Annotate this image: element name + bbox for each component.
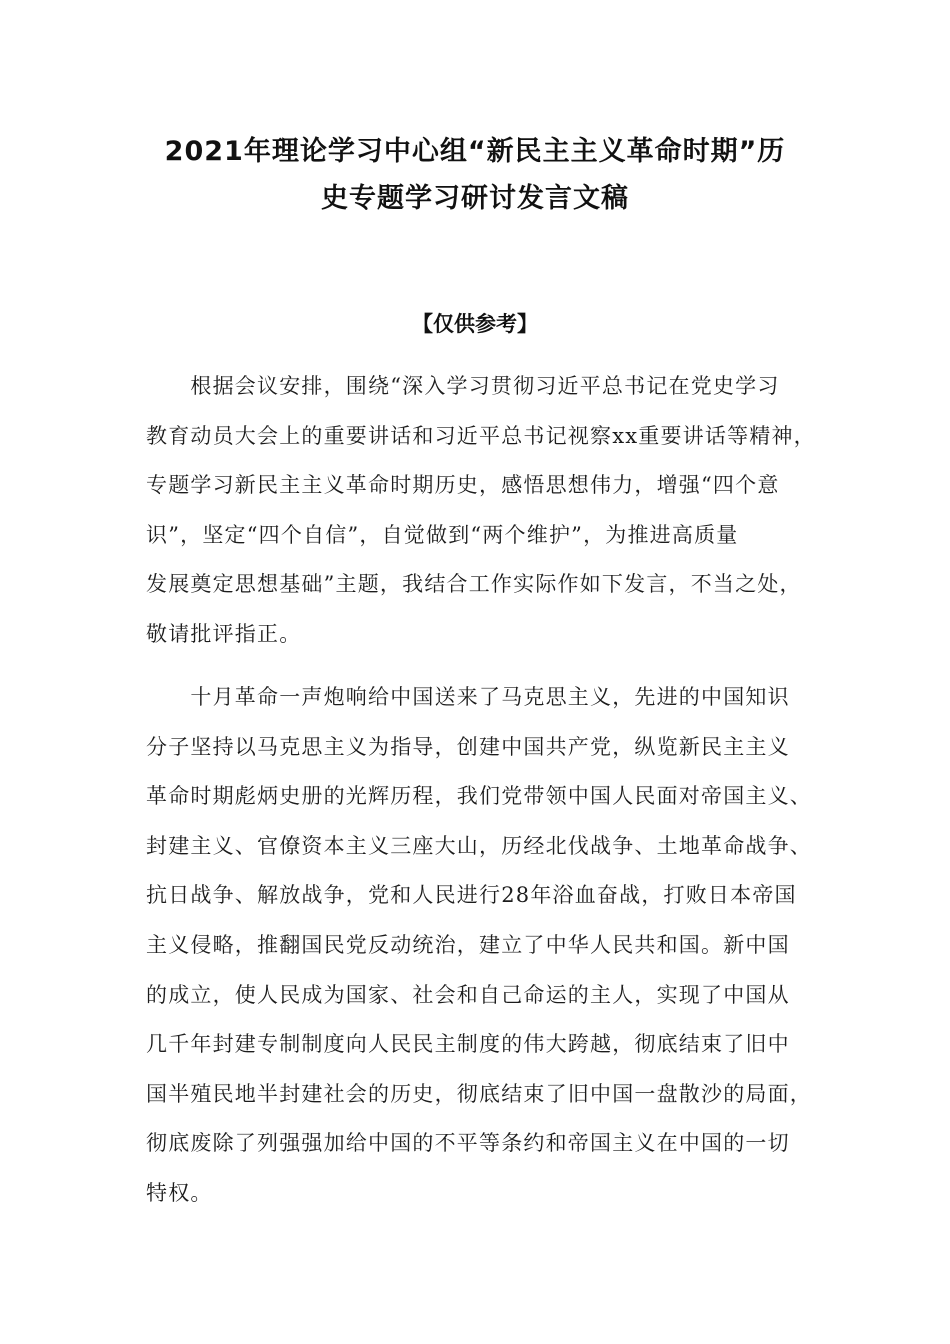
paragraph-line: 主义侵略，推翻国民党反动统治，建立了中华人民共和国。新中国	[146, 932, 790, 957]
paragraph-1	[146, 362, 818, 660]
paragraph-line: 国半殖民地半封建社会的历史，彻底结束了旧中国一盘散沙的局面，	[146, 1081, 812, 1106]
paragraph-line: 专题学习新民主主义革命时期历史，感悟思想伟力，增强“四个意	[146, 473, 780, 498]
paragraph-line: 彻底废除了列强强加给中国的不平等条约和帝国主义在中国的一切	[146, 1131, 790, 1156]
paragraph-2	[146, 673, 818, 1219]
document-title	[145, 128, 805, 222]
title-line-1: 2021年理论学习中心组“新民主主义革命时期”历	[164, 136, 786, 167]
reference-note: 【仅供参考】	[412, 312, 538, 336]
paragraph-line: 封建主义、官僚资本主义三座大山，历经北伐战争、土地革命战争、	[146, 833, 812, 858]
title-line-2: 史专题学习研讨发言文稿	[321, 183, 629, 214]
paragraph-line: 根据会议安排，围绕“深入学习贯彻习近平总书记在党史学习	[146, 374, 780, 398]
paragraph-line: 几千年封建专制制度向人民民主制度的伟大跨越，彻底结束了旧中	[146, 1032, 790, 1057]
paragraph-line: 教育动员大会上的重要讲话和习近平总书记视察xx重要讲话等精神，	[146, 423, 816, 448]
paragraph-line: 的成立，使人民成为国家、社会和自己命运的主人，实现了中国从	[146, 982, 790, 1007]
paragraph-line: 特权。	[146, 1180, 213, 1205]
paragraph-line: 抗日战争、解放战争，党和人民进行28年浴血奋战，打败日本帝国	[146, 883, 797, 908]
paragraph-line: 革命时期彪炳史册的光辉历程，我们党带领中国人民面对帝国主义、	[146, 784, 812, 809]
paragraph-line: 发展奠定思想基础”主题，我结合工作实际作如下发言，不当之处，	[146, 572, 802, 597]
paragraph-line: 十月革命一声炮响给中国送来了马克思主义，先进的中国知识	[146, 685, 790, 709]
paragraph-line: 识”，坚定“四个自信”，自觉做到“两个维护”，为推进高质量	[146, 522, 739, 547]
paragraph-line: 敬请批评指正。	[146, 621, 302, 646]
paragraph-line: 分子坚持以马克思主义为指导，创建中国共产党，纵览新民主主义	[146, 734, 790, 759]
